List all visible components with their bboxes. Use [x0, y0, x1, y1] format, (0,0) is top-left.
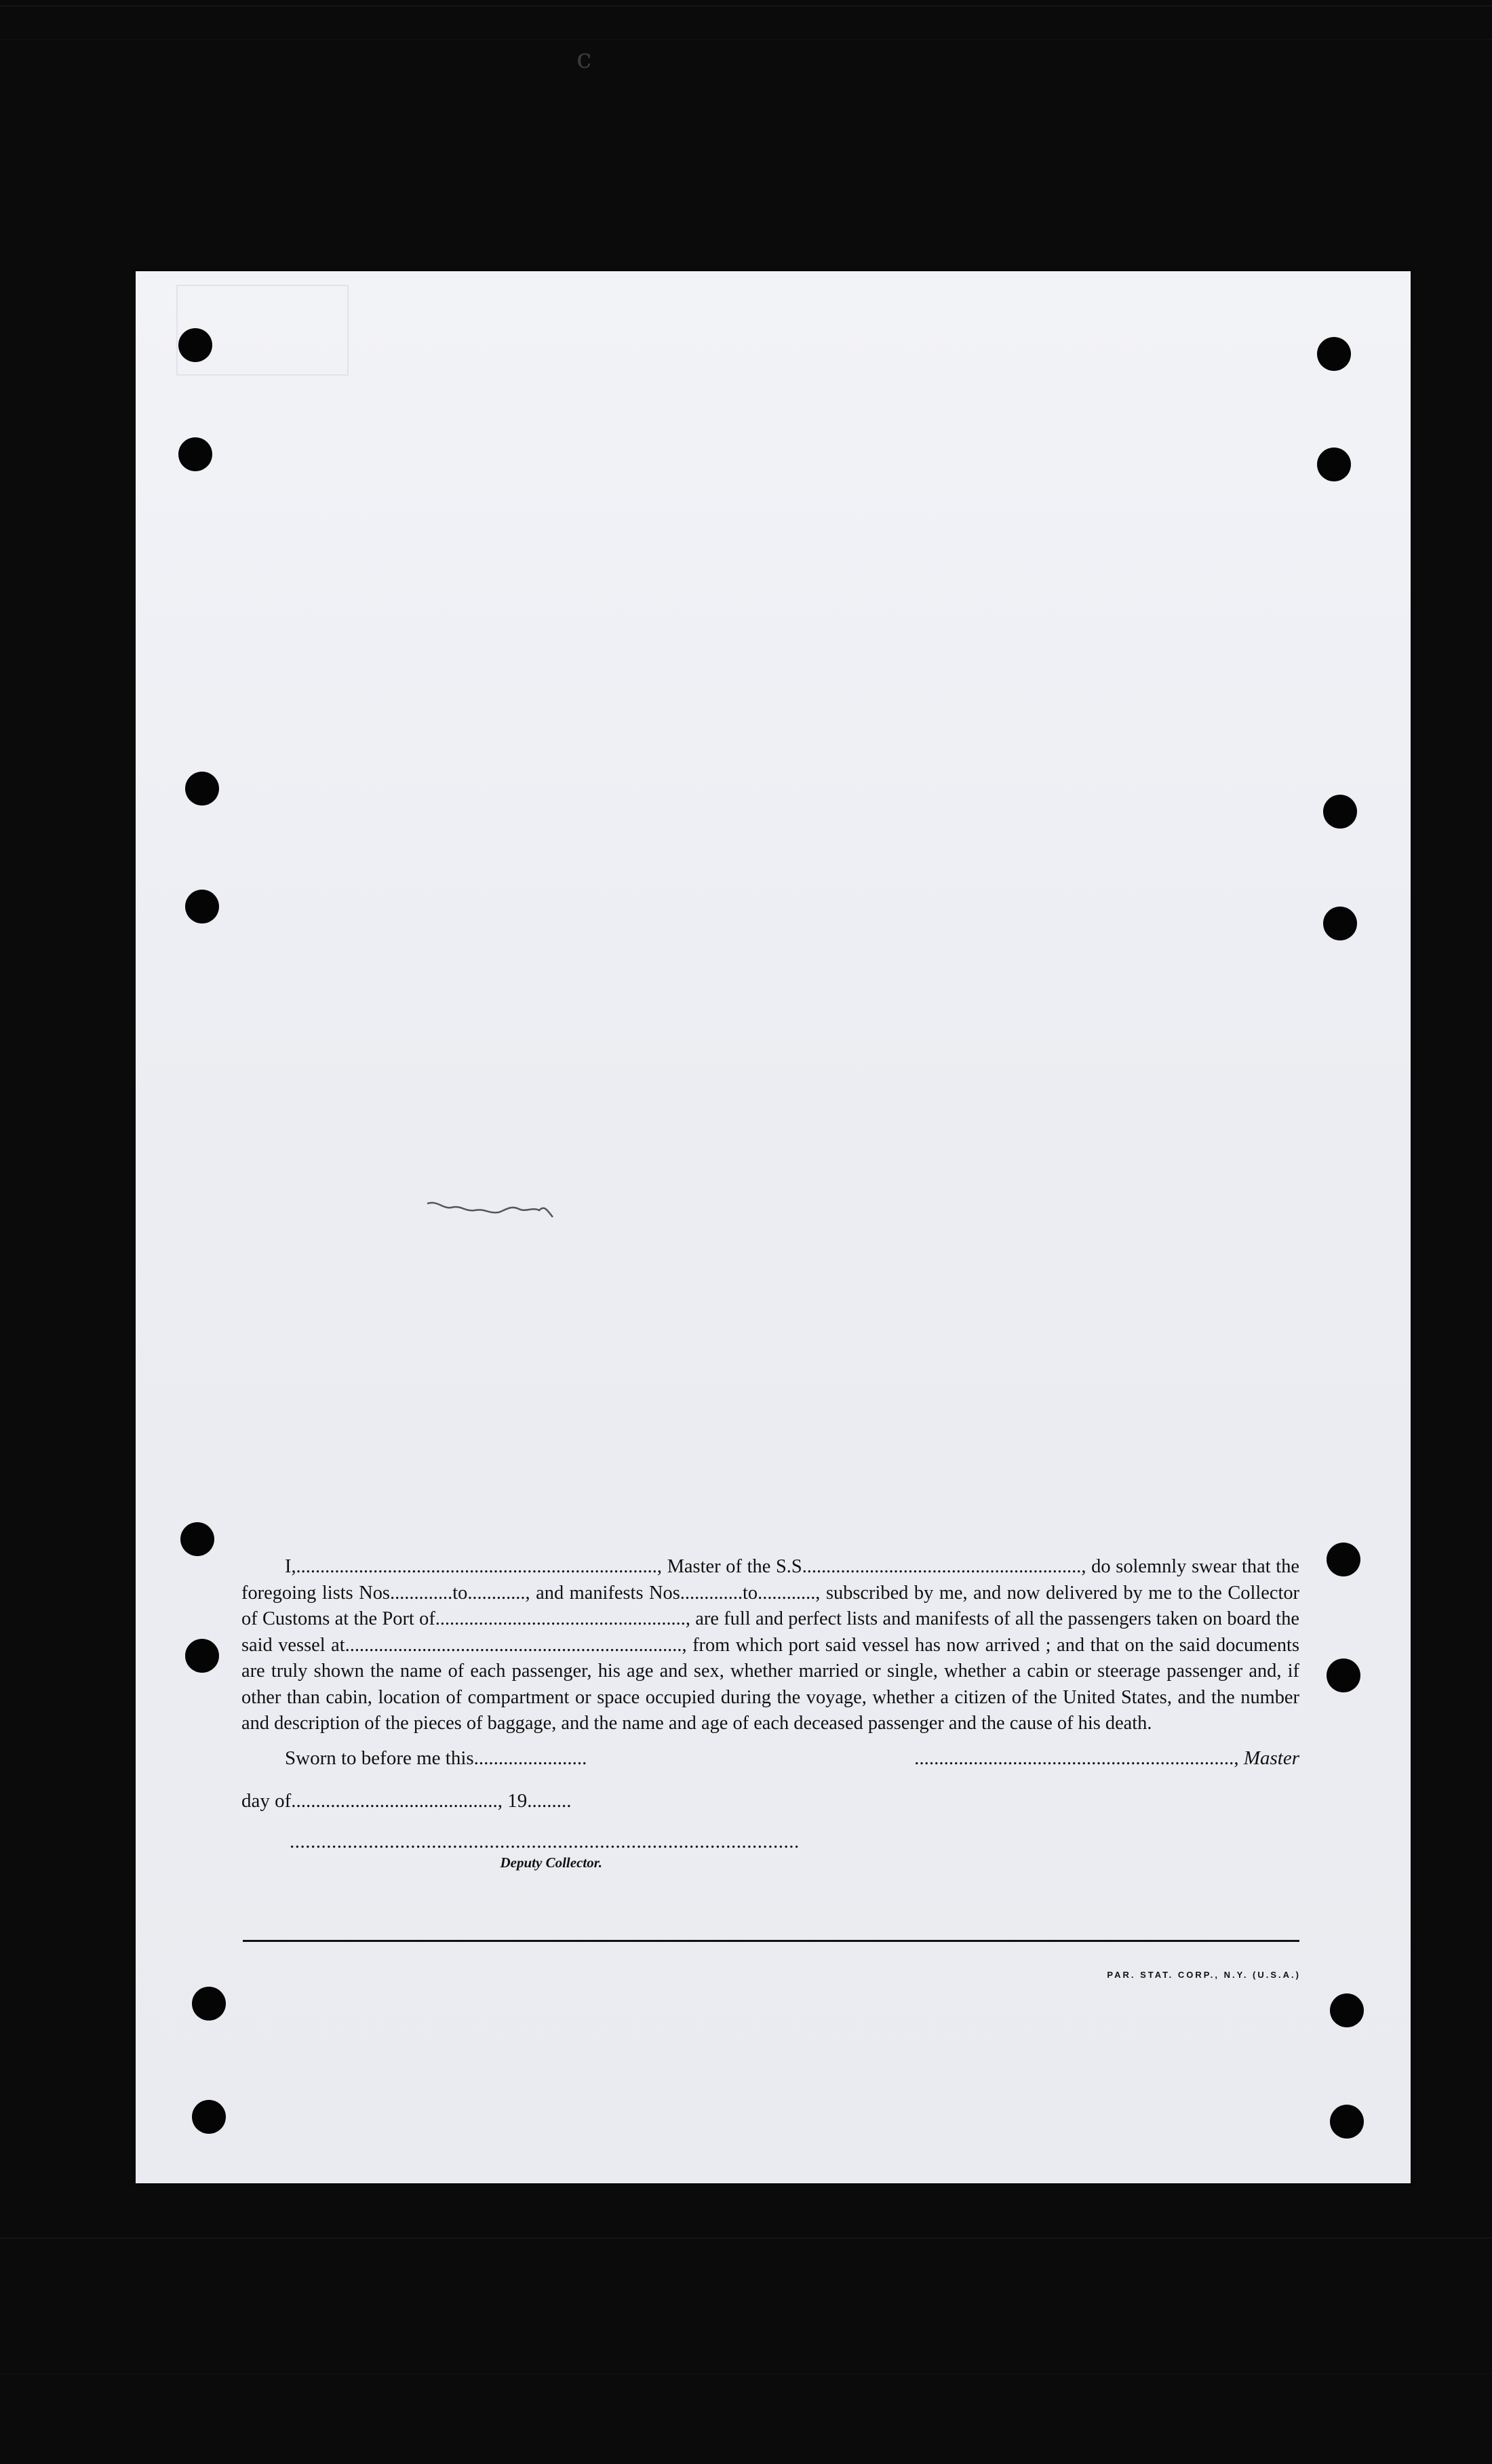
- punch-hole: [1327, 1543, 1360, 1576]
- faint-bleed-through-mark: [264, 759, 326, 780]
- deputy-signature-dots: .................................................................................................: [290, 1831, 800, 1852]
- master-label: Master: [1243, 1747, 1299, 1769]
- printer-imprint: PAR. STAT. CORP., N.Y. (U.S.A.): [1107, 1970, 1301, 1980]
- date-line: day of.........................................., 19.........: [241, 1790, 572, 1812]
- punch-hole: [1323, 795, 1357, 829]
- oath-paragraph: [241, 1554, 1299, 1737]
- punch-hole: [1330, 2105, 1364, 2139]
- oath-text: I,..........................................................................., Master of the S.S.........................................................., do solemnly swear that the foregoing lists Nos.............to............, and manifests Nos.............to............, subscribed by me, and now delivered by me to the Collector of Customs at the Port of...................................................., are full and perfect lists and manifests of all the passengers taken on board the said vessel at......................................................................, from which port said vessel has now arrived ; and that on the said documents are truly shown the name of each passenger, his age and sex, whether married or single, whether a cabin or steerage passenger and, if other than cabin, location of compartment or space occupied during the voyage, whether a citizen of the United States, and the number and description of the pieces of baggage, and the name and age of each deceased passenger and the cause of his death.: [241, 1556, 1299, 1734]
- deputy-collector-label: Deputy Collector.: [500, 1854, 602, 1871]
- punch-hole: [178, 328, 212, 362]
- punch-hole: [1323, 907, 1357, 940]
- faint-bleed-through-header: [305, 346, 861, 366]
- sworn-line: Sworn to before me this.......................: [285, 1747, 587, 1769]
- punch-hole: [1317, 337, 1351, 371]
- svg-text:c: c: [576, 43, 592, 75]
- master-signature-line: [873, 1747, 1299, 1770]
- punch-hole: [192, 2100, 226, 2134]
- master-signature-dots: .................................................................,: [914, 1747, 1244, 1769]
- horizontal-rule: [243, 1940, 1299, 1942]
- pencil-scribble-mark: [424, 1190, 560, 1231]
- punch-hole: [180, 1522, 214, 1556]
- punch-hole: [185, 1639, 219, 1673]
- punch-hole: [185, 772, 219, 806]
- punch-hole: [1317, 448, 1351, 481]
- punch-hole: [178, 437, 212, 471]
- punch-hole: [185, 890, 219, 923]
- punch-hole: [1327, 1658, 1360, 1692]
- manifest-page: [136, 271, 1411, 2183]
- punch-hole: [1330, 1993, 1364, 2027]
- punch-hole: [192, 1987, 226, 2021]
